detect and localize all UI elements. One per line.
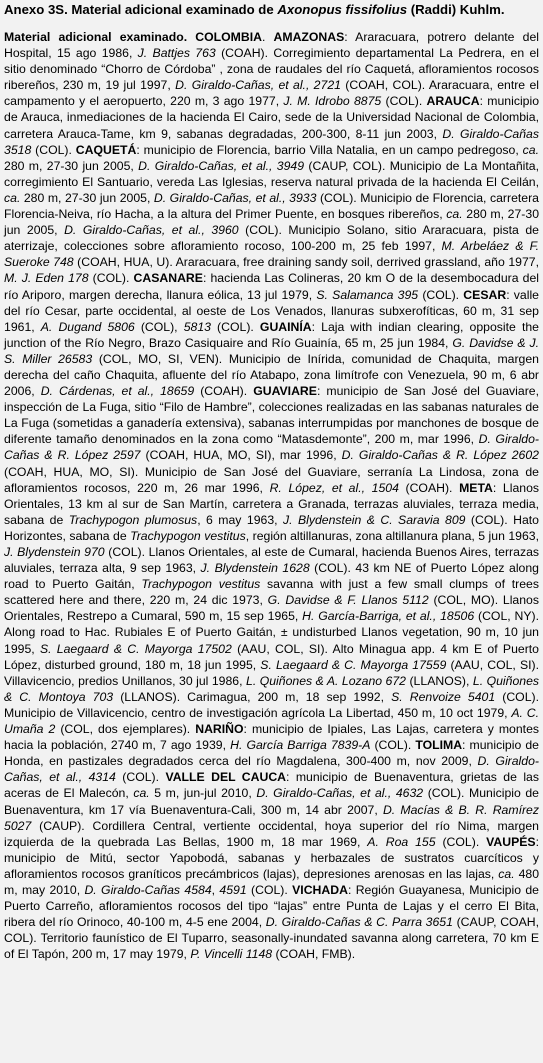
collector-citation: P. Vincelli 1148 xyxy=(190,947,273,962)
department-label: GUAINÍA xyxy=(259,319,312,334)
collector-citation: H. García-Barriga, et al., 18506 xyxy=(302,609,475,624)
collector-citation: G. Davidse & J. S. Miller 26583 xyxy=(4,335,539,366)
collector-citation: S. Laegaard & C. Mayorga 17502 xyxy=(39,641,232,656)
locality-text: (COL). 43 km NE of Puerto López along road to Puerto Gaitán, xyxy=(4,561,539,592)
locality-text: (COL, dos ejemplares). xyxy=(55,722,196,737)
department-label: Material adicional examinado. COLOMBIA xyxy=(4,30,262,44)
collector-citation: S. Salamanca 395 xyxy=(316,287,419,302)
locality-text: (COL). xyxy=(115,770,166,785)
department-label: CASANARE xyxy=(133,271,203,286)
collector-citation: ca. xyxy=(522,142,539,157)
locality-text: (COL). xyxy=(418,287,464,302)
locality-text: (COAH, FMB). xyxy=(272,947,356,962)
annex-title-prefix: Anexo 3S. Material adicional examinado de xyxy=(4,2,278,17)
locality-text: : Laja with indian clearing, opposite the junction of the Río Negro, Brazo Casiquaire and Río Guainía, 65 m, 25 jun 1984, xyxy=(4,319,539,350)
department-label: NARIÑO xyxy=(195,722,244,737)
collector-citation: J. Blydenstein 1628 xyxy=(200,561,310,576)
locality-text: (COAH). xyxy=(194,384,254,399)
department-label: CESAR xyxy=(463,287,507,302)
locality-text: : hacienda Las Colineras, 20 km O de la desembocadura del río Ariporo, margen derecha, llanura eólica, 13 jul 1979, xyxy=(4,271,539,302)
collector-citation: ca. xyxy=(4,190,21,205)
locality-text: 280 m, 27-30 jun 2005, xyxy=(4,207,540,238)
locality-text: (COL). xyxy=(370,738,416,753)
locality-text: (COL). xyxy=(210,319,260,334)
locality-text: (COAH, HUA, MO, SI), mar 1996, xyxy=(140,448,342,463)
locality-text: (COL). xyxy=(381,94,427,109)
department-label: VICHADA xyxy=(292,882,348,897)
collector-citation: D. Giraldo-Cañas & R. López 2597 xyxy=(4,432,539,463)
collector-citation: D. Giraldo-Cañas, et al., 4632 xyxy=(256,786,424,801)
locality-text: : municipio de Florencia, barrio Villa Natalia, en un campo pedregoso, xyxy=(136,142,523,157)
locality-text: : municipio de San José del Guaviare, inspección de La Fuga, sitio “Filo de Hambre”, colecciones realizadas en las sabanas naturales de La Fuga (sometidas a ganadería extensiva), sabanas interrumpidas por manchones de bosque de diferente tamaño denominados en la zona como “Matasdemonte”, 200 m, mar 1996, xyxy=(4,384,540,447)
collector-citation: J. Blydenstein 970 xyxy=(4,545,105,559)
collector-citation: ca. xyxy=(446,207,463,222)
department-label: AMAZONAS xyxy=(273,30,345,44)
locality-text: (COAH, HUA, U). Araracuara, free draining sandy soil, derrived grassland, año 1977, xyxy=(73,255,540,270)
locality-text: : valle del río Cesar, parte occidental, al oeste de Los Venados, llanuras subxerofíticas, 60 m, 31 sep 1961, xyxy=(4,287,539,334)
collector-citation: G. Davidse & F. Llanos 5112 xyxy=(267,593,429,608)
locality-text: : municipio de Arauca, inmediaciones de la hacienda El Cairo, sede de la Universidad Nacional de Colombia, carretera Arauca-Tame, km 9, sabanas degradadas, 200-300, 8-11 jun 2003, xyxy=(4,94,540,141)
collector-citation: M. J. Eden 178 xyxy=(4,271,89,286)
locality-text: (COL), xyxy=(134,319,184,334)
department-label: CAQUETÁ xyxy=(75,142,137,157)
locality-text: (COAH, HUA, MO, SI). Municipio de San José del Guaviare, serranía La Lindosa, zona de afloramientos rocosos, 220 m, 26 mar 1996, xyxy=(4,464,539,495)
locality-text: (COL). Municipio de Buenaventura, km 17 vía Buenaventura-Cali, 300 m, 14 abr 2007, xyxy=(4,786,539,817)
collector-citation: H. García Barriga 7839-A xyxy=(230,738,371,753)
department-label: VAUPÉS xyxy=(486,834,536,849)
collector-citation: D. Giraldo-Cañas 3518 xyxy=(4,126,539,157)
collector-citation: L. Quiñones & A. Lozano 672 xyxy=(246,673,406,688)
locality-text: 280 m, 27-30 jun 2005, xyxy=(20,190,154,205)
collector-citation: D. Macías & B. R. Ramírez 5027 xyxy=(4,802,539,833)
department-label: GUAVIARE xyxy=(253,384,317,399)
collector-citation: L. Quiñones & C. Montoya 703 xyxy=(4,673,540,704)
locality-text: 280 m, 27-30 jun 2005, xyxy=(4,158,139,173)
department-label: TOLIMA xyxy=(415,738,463,753)
collector-citation: D. Giraldo-Cañas, et al., 3933 xyxy=(153,190,317,205)
collector-citation: J. Battjes 763 xyxy=(137,46,216,61)
department-label: VALLE DEL CAUCA xyxy=(165,770,287,785)
locality-text: 480 m, may 2010, xyxy=(4,866,540,897)
locality-text: (AAU, COL, SI). Alto Minagua app. 4 km E of Puerto López, disturbed ground, 180 m, 18 jun 1995, xyxy=(4,641,539,672)
locality-text: : municipio de Honda, en pastizales degradados cerca del río Magdalena, 300-400 m, nov 2009, xyxy=(4,738,539,769)
locality-text: , región altillanuras, zona altillanura plana, 5 jun 1963, xyxy=(245,528,540,543)
locality-text: (COL). Municipio Solano, sitio Araracuara, pista de aterrizaje, colecciones sobre afloramiento rocoso, 100-200 m, 25 feb 1997, xyxy=(4,223,539,254)
collector-citation: 4591 xyxy=(219,882,247,897)
locality-text: (COL). xyxy=(88,271,134,286)
locality-text: (COL). Hato Horizontes, sabana de xyxy=(4,512,539,543)
department-label: META xyxy=(459,480,493,495)
department-label: ARAUCA xyxy=(426,94,480,109)
collector-citation: M. Arbeláez & F. Sueroke 748 xyxy=(4,239,539,270)
collector-citation: A. Dugand 5806 xyxy=(40,319,135,334)
locality-text: (COAH). Corregimiento departamental La Pedrera, en el sitio denominado “Chorro de Córdoba” , zona de raudales del río Caquetá, afloramientos rocosos ribereños, 230 m, 19 jul 1997, xyxy=(4,46,539,93)
annex-title xyxy=(4,1,539,18)
locality-text: : Región Guayanesa, Municipio de Puerto Carreño, afloramientos rocosos del tipo “lajas” entre Punta de Lajas y el cerro El Bita, ribera del río Orinoco, 40-100 m, 4-5 ene 2004, xyxy=(4,882,539,930)
collector-citation: ca. xyxy=(133,786,150,801)
locality-text: (COL). Llanos Orientales, al este de Cumaral, hacienda Buenos Aires, terrazas aluviales, terraza alta, 9 sep 1963, xyxy=(4,545,540,576)
locality-text: (LLANOS), xyxy=(406,673,473,688)
locality-text: 5 m, jun-jul 2010, xyxy=(149,786,257,801)
locality-text: (CAUP, COL). Municipio de La Montañita, corregimiento El Santuario, vereda Las Iglesias, reserva natural privada de la hacienda El Ceilán, xyxy=(4,158,539,189)
collector-citation: S. Laegaard & C. Mayorga 17559 xyxy=(260,657,447,672)
collector-citation: D. Giraldo-Cañas, et al., 3960 xyxy=(64,223,239,238)
collector-citation: D. Giraldo-Cañas, et al., 4314 xyxy=(4,754,539,785)
collector-citation: J. M. Idrobo 8875 xyxy=(283,94,382,109)
collector-citation: D. Giraldo-Cañas & R. López 2602 xyxy=(341,448,539,463)
species-authority: (Raddi) Kuhlm. xyxy=(407,2,505,17)
collector-citation: J. Blydenstein & C. Saravia 809 xyxy=(282,512,466,527)
locality-text: : Llanos Orientales, 13 km al sur de San Martín, carretera a Granada, terrazas aluviales, terraza media, sabana de xyxy=(4,480,540,527)
collector-citation: D. Giraldo-Cañas, et al., 2721 xyxy=(175,78,341,93)
locality-text: (COL, MO, SI, VEN). Municipio de Inírida, comunidad de Chaquita, margen derecha del caño Chaquita, afluente del río Atabapo, zona limítrofe con Venezuela, 90 m, 6 abr 2006, xyxy=(4,351,539,399)
collector-citation: S. Renvoize 5401 xyxy=(391,689,496,704)
collector-citation: 5813 xyxy=(183,319,211,334)
locality-text: (COAH). xyxy=(398,480,460,495)
collector-citation: Trachypogon vestitus xyxy=(130,528,246,543)
species-name: Axonopus fissifolius xyxy=(277,2,408,17)
collector-citation: A. Roa 155 xyxy=(367,834,436,849)
locality-text: (COL, MO). Llanos Orientales, Restrepo a Cumaral, 590 m, 15 sep 1965, xyxy=(4,593,539,624)
locality-text: (CAUP). Cordillera Central, vertiente occidental, hoya superior del río Nima, margen izquierda de la quebrada Las Bellas, 1900 m, 18 mar 1969, xyxy=(4,818,539,849)
locality-text: : municipio de Ipiales, Las Lajas, carretera y montes hacia la población, 2740 m, 7 ago 1939, xyxy=(4,722,540,753)
locality-text: savanna with just a few small clumps of trees scattered here and there, 220 m, 24 dic 1973, xyxy=(4,577,539,608)
locality-text: : municipio de Mitú, sector Yapobodá, sabanas y herbazales de sustratos cuarcíticos y afloramientos rocosos graníticos precámbricos (lajas), depresiones arenosas en las lajas, xyxy=(4,834,539,881)
collector-citation: Trachypogon vestitus xyxy=(141,577,261,592)
collector-citation: A. C. Umaña 2 xyxy=(4,705,539,737)
locality-text: , 6 may 1963, xyxy=(197,512,283,527)
locality-text: (COL). xyxy=(246,882,293,897)
collector-citation: D. Cárdenas, et al., 18659 xyxy=(40,384,195,399)
locality-text: (COAH, COL). Araracuara, entre el campamento y el aeropuerto, 220 m, 3 ago 1977, xyxy=(4,78,539,109)
locality-text: (COL). Municipio de Florencia, carretera Florencia-Neiva, río Hacha, a la altura del Primer Puente, en bosques ribereños, xyxy=(4,190,539,222)
locality-text: (COL). xyxy=(435,834,487,849)
locality-text: . xyxy=(261,30,274,44)
locality-text: (LLANOS). Carimagua, 200 m, 18 sep 1992, xyxy=(113,689,392,704)
collector-citation: D. Giraldo-Cañas, et al., 3949 xyxy=(138,158,305,173)
collector-citation: D. Giraldo-Cañas & C. Parra 3651 xyxy=(265,915,453,930)
locality-text: (COL). Municipio de Villavicencio, centro de investigación agrícola La Libertad, 450 m, 10 oct 1979, xyxy=(4,689,540,720)
locality-text: (COL). xyxy=(31,142,76,157)
collector-citation: Trachypogon plumosus xyxy=(68,512,198,527)
locality-text: (COL, NY). Along road to Hac. Rubiales E of Puerto Gaitán, ± undisturbed Llanos vegetation, 90 m, 10 jun 1995, xyxy=(4,609,540,656)
locality-text: : municipio de Buenaventura, grietas de las aceras de El Malecón, xyxy=(4,770,539,801)
locality-text: , xyxy=(211,882,220,897)
locality-text: : Araracuara, potrero delante del Hospital, 15 ago 1986, xyxy=(4,30,539,61)
collector-citation: D. Giraldo-Cañas 4584 xyxy=(84,882,212,897)
collector-citation: R. López, et al., 1504 xyxy=(269,480,399,495)
locality-text: (AAU, COL, SI). Villavicencio, predios Unillanos, 30 jul 1986, xyxy=(4,657,539,688)
specimen-list-paragraph xyxy=(4,29,539,962)
collector-citation: ca. xyxy=(498,866,515,881)
locality-text: (CAUP, COAH, COL). Territorio faunístico de El Tuparro, seasonally-inundated savanna along carretera, 70 km E of El Tapón, 200 m, 17 may 1979, xyxy=(4,915,539,962)
